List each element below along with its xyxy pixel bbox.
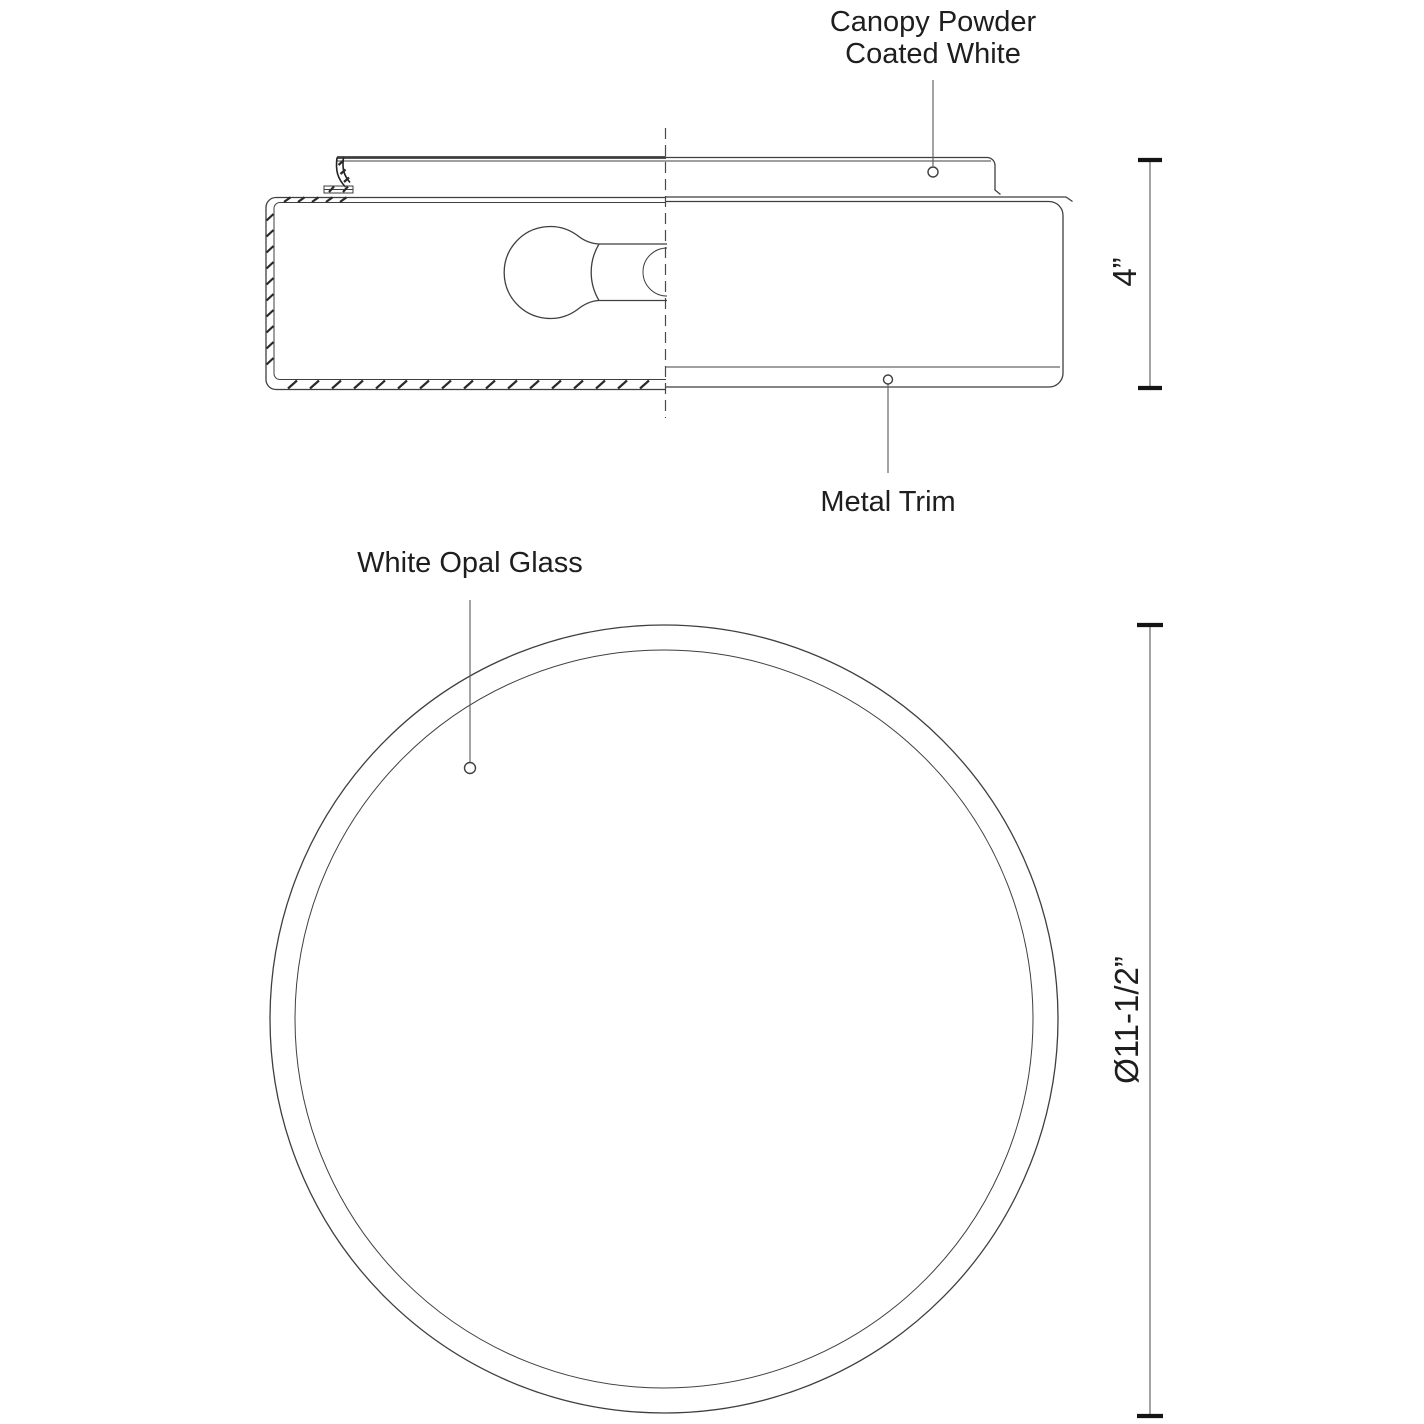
height-dimension-text: 4” (1106, 257, 1143, 287)
hatch-mark (618, 381, 627, 389)
metal-trim-leader-dot (884, 375, 893, 384)
light-bulb (504, 226, 667, 318)
hatch-mark (508, 381, 517, 389)
hatch-mark (267, 230, 274, 237)
hatch-mark (267, 214, 274, 221)
hatch-mark (376, 381, 385, 389)
canopy-leader-dot (928, 167, 938, 177)
metal-trim-label: Metal Trim (820, 486, 956, 518)
glass-inner-wall (274, 203, 666, 380)
canopy-bottom-flange (666, 197, 1073, 202)
glass-inner-circle (295, 650, 1033, 1388)
hatch-mark (574, 381, 583, 389)
glass-outer-wall (266, 198, 666, 390)
white-opal-glass-label: White Opal Glass (357, 547, 583, 579)
height-dimension (1106, 160, 1162, 388)
hatch-mark (267, 246, 274, 253)
hatch-mark (442, 381, 451, 389)
canopy-label-line2: Coated White (845, 38, 1021, 70)
glass-outer-circle (270, 625, 1058, 1413)
hatch-mark (267, 294, 274, 301)
hatch-mark (420, 381, 429, 389)
hatch-mark (288, 381, 297, 389)
hatch-mark (267, 358, 274, 365)
annotation-labels (357, 6, 1036, 579)
hatch-mark (398, 381, 407, 389)
hatch-mark (267, 278, 274, 285)
glass-leader-dot (465, 763, 476, 774)
hatch-mark (596, 381, 605, 389)
hatch-mark (332, 381, 341, 389)
bottom-view (270, 600, 1163, 1416)
clip-foot (324, 186, 353, 193)
hatch-mark (267, 342, 274, 349)
bulb-socket (591, 244, 667, 301)
hatch-mark (530, 381, 539, 389)
glass-shade-section (266, 161, 666, 390)
canopy-outline (337, 158, 1001, 195)
hatch-mark (486, 381, 495, 389)
bulb-socket-end-cap (643, 248, 667, 296)
diameter-dimension (1108, 625, 1163, 1416)
side-view (266, 80, 1162, 473)
hatch-mark (552, 381, 561, 389)
canopy-label-line1: Canopy Powder (829, 6, 1037, 38)
hatch-mark (310, 381, 319, 389)
hatch-mark (267, 310, 274, 317)
diameter-dimension-text: Ø11-1/2” (1108, 956, 1145, 1084)
hatch-mark (354, 381, 363, 389)
hatch-mark (464, 381, 473, 389)
bulb-globe-outline (504, 226, 599, 318)
hatch-mark (267, 326, 274, 333)
body-outline-right (666, 202, 1063, 388)
canopy-spring-clip (324, 158, 353, 194)
hatch-mark (267, 262, 274, 269)
hatch-mark (640, 381, 649, 389)
